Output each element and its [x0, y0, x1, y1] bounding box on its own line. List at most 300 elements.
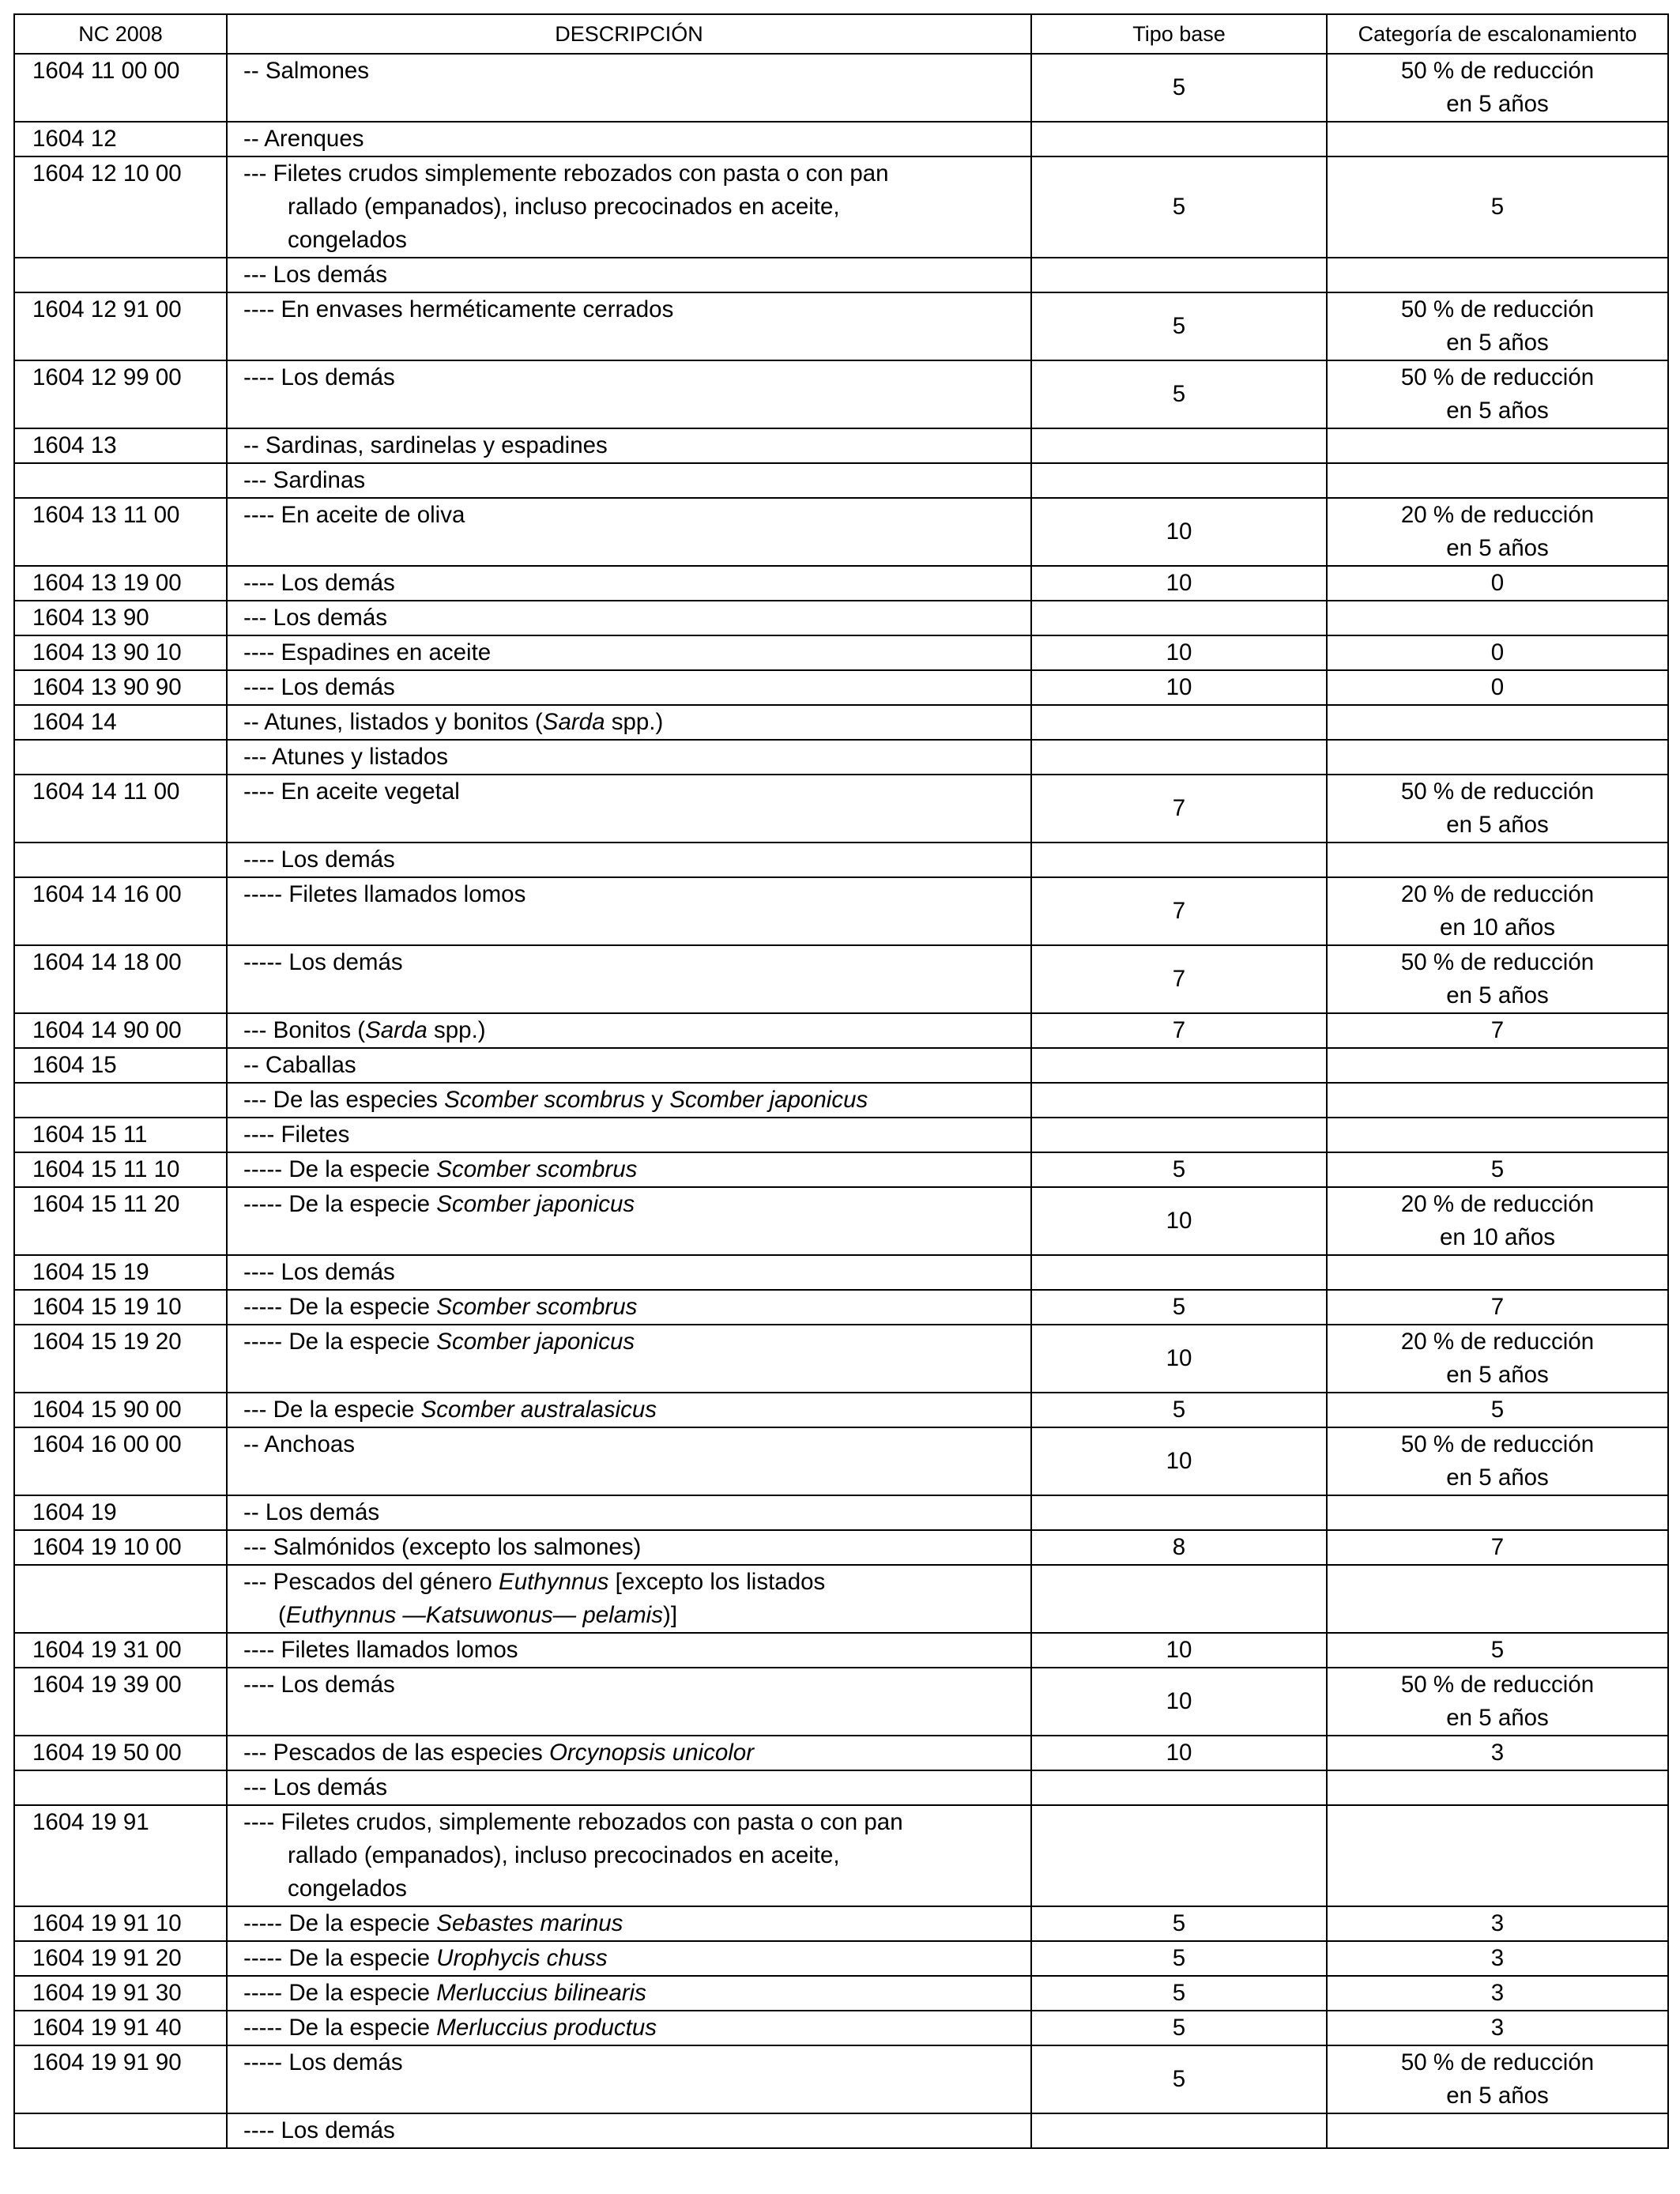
description-line [243, 1153, 1024, 1186]
nc-code-cell: 1604 19 50 00 [14, 1736, 227, 1770]
species-name-text: Scomber japonicus [669, 1087, 868, 1113]
description-line [243, 429, 1024, 462]
nc-code-cell: 1604 12 [14, 122, 227, 156]
categoria-cell [1327, 1736, 1668, 1770]
description-line [243, 601, 1024, 635]
description-line [243, 1771, 1024, 1804]
categoria-cell [1327, 566, 1668, 601]
categoria-cell [1327, 705, 1668, 740]
categoria-line: 7 [1490, 1294, 1505, 1320]
table-row [14, 258, 1668, 292]
description-cell [227, 2011, 1031, 2045]
description-line [243, 293, 1024, 326]
description-text: ----- De la especie [243, 1945, 437, 1971]
categoria-cell [1327, 601, 1668, 635]
tipo-base-cell: 5 [1031, 2011, 1327, 2045]
description-cell [227, 740, 1031, 775]
description-text: ---- Los demás [243, 846, 395, 873]
categoria-line: 50 % de reducción [1400, 1672, 1595, 1698]
categoria-cell [1327, 156, 1668, 258]
tipo-base-cell [1031, 705, 1327, 740]
categoria-cell [1327, 775, 1668, 843]
description-cell [227, 360, 1031, 428]
table-row [14, 1187, 1668, 1255]
tipo-base-cell: 10 [1031, 1427, 1327, 1495]
description-line [243, 1393, 1024, 1427]
description-text: ---- En aceite de oliva [243, 502, 465, 528]
description-cell [227, 705, 1031, 740]
table-row [14, 1325, 1668, 1393]
description-line [243, 2011, 1024, 2045]
table-row [14, 1495, 1668, 1530]
description-cell [227, 1805, 1031, 1906]
nc-code-cell: 1604 19 91 30 [14, 1976, 227, 2011]
tipo-base-cell: 5 [1031, 1152, 1327, 1187]
table-row [14, 705, 1668, 740]
table-row [14, 945, 1668, 1013]
categoria-line: 5 [1490, 1397, 1505, 1423]
tariff-table [13, 13, 1669, 2149]
description-text: ---- Espadines en aceite [243, 639, 492, 665]
description-text: --- Sardinas [243, 467, 366, 493]
description-text: ----- Los demás [243, 949, 403, 975]
description-cell [227, 945, 1031, 1013]
nc-code-cell: 1604 15 19 20 [14, 1325, 227, 1393]
table-row [14, 670, 1668, 705]
table-row [14, 1118, 1668, 1152]
description-text: ----- De la especie [243, 2015, 437, 2041]
description-line [243, 55, 1024, 88]
tipo-base-cell: 7 [1031, 877, 1327, 945]
description-line [243, 1118, 1024, 1152]
description-text: ---- Filetes llamados lomos [243, 1637, 518, 1663]
species-name-text: Scomber scombrus [436, 1294, 638, 1320]
description-line [243, 1531, 1024, 1564]
description-line [243, 567, 1024, 600]
categoria-cell [1327, 428, 1668, 463]
description-text: spp.) [427, 1017, 486, 1043]
categoria-line: 0 [1490, 570, 1505, 596]
description-text: congelados [288, 1875, 407, 1902]
description-cell [227, 1290, 1031, 1325]
description-line [243, 1496, 1024, 1529]
description-text: --- Salmónidos (excepto los salmones) [243, 1534, 642, 1560]
description-cell [227, 2113, 1031, 2148]
description-cell [227, 1427, 1031, 1495]
description-text: )] [663, 1602, 678, 1628]
categoria-cell [1327, 1668, 1668, 1736]
description-line [243, 1291, 1024, 1324]
description-line [243, 946, 1024, 979]
table-row [14, 54, 1668, 122]
tipo-base-cell [1031, 1083, 1327, 1118]
description-text: [excepto los listados [608, 1569, 826, 1595]
species-name-text: Merluccius bilinearis [436, 1980, 646, 2006]
description-text: ---- Los demás [243, 2117, 395, 2143]
categoria-cell [1327, 1152, 1668, 1187]
description-cell [227, 1668, 1031, 1736]
categoria-cell [1327, 1633, 1668, 1668]
description-text: -- Sardinas, sardinelas y espadines [243, 432, 608, 458]
nc-code-cell: 1604 14 90 00 [14, 1013, 227, 1048]
description-text: -- Salmones [243, 58, 370, 84]
tipo-base-cell [1031, 601, 1327, 635]
categoria-line: 50 % de reducción [1400, 58, 1595, 84]
categoria-line: 50 % de reducción [1400, 778, 1595, 805]
categoria-line: 0 [1490, 674, 1505, 700]
description-cell [227, 601, 1031, 635]
categoria-cell [1327, 1325, 1668, 1393]
description-text: ----- De la especie [243, 1156, 437, 1182]
table-row [14, 1770, 1668, 1805]
categoria-cell [1327, 670, 1668, 705]
categoria-line: en 5 años [1446, 812, 1549, 838]
table-row [14, 463, 1668, 498]
species-name-text: Urophycis chuss [436, 1945, 608, 1971]
description-line [243, 741, 1024, 774]
categoria-cell [1327, 1118, 1668, 1152]
description-line [243, 1977, 1024, 2010]
nc-code-cell: 1604 13 19 00 [14, 566, 227, 601]
nc-code-cell: 1604 19 39 00 [14, 1668, 227, 1736]
species-name-text: Sarda [542, 709, 605, 735]
table-row [14, 360, 1668, 428]
tipo-base-cell: 5 [1031, 1290, 1327, 1325]
description-line [243, 1668, 1024, 1702]
nc-code-cell [14, 1565, 227, 1633]
nc-code-cell: 1604 11 00 00 [14, 54, 227, 122]
description-text: ----- Los demás [243, 2049, 403, 2075]
table-row [14, 1393, 1668, 1427]
description-line [243, 1428, 1024, 1461]
table-row [14, 1906, 1668, 1941]
table-row [14, 1083, 1668, 1118]
tipo-base-cell [1031, 1118, 1327, 1152]
description-line [243, 123, 1024, 156]
tipo-base-cell [1031, 843, 1327, 877]
table-row [14, 498, 1668, 566]
description-cell [227, 1083, 1031, 1118]
tipo-base-cell: 5 [1031, 156, 1327, 258]
categoria-line: 50 % de reducción [1400, 2049, 1595, 2075]
table-row [14, 775, 1668, 843]
species-name-text: Scomber japonicus [436, 1191, 635, 1217]
categoria-cell [1327, 1941, 1668, 1976]
categoria-line: en 5 años [1446, 330, 1549, 356]
table-row [14, 877, 1668, 945]
categoria-line: en 10 años [1440, 914, 1555, 941]
table-row [14, 292, 1668, 360]
nc-code-cell: 1604 14 11 00 [14, 775, 227, 843]
categoria-line: 50 % de reducción [1400, 1431, 1595, 1457]
description-text: --- Filetes crudos simplemente rebozados con pasta o con pan [243, 160, 889, 187]
description-cell [227, 1393, 1031, 1427]
categoria-cell [1327, 843, 1668, 877]
nc-code-cell [14, 1083, 227, 1118]
table-row [14, 1668, 1668, 1736]
nc-code-cell: 1604 14 16 00 [14, 877, 227, 945]
species-name-text: Scomber australasicus [420, 1397, 657, 1423]
categoria-line: en 5 años [1446, 2083, 1549, 2109]
description-text: ---- Los demás [243, 570, 395, 596]
description-cell [227, 1187, 1031, 1255]
categoria-cell [1327, 945, 1668, 1013]
nc-code-cell: 1604 19 [14, 1495, 227, 1530]
nc-code-cell: 1604 15 19 [14, 1255, 227, 1290]
description-line [243, 2046, 1024, 2079]
categoria-cell [1327, 54, 1668, 122]
table-row [14, 2045, 1668, 2113]
header-nc-2008: NC 2008 [14, 14, 227, 54]
description-cell [227, 1941, 1031, 1976]
categoria-cell [1327, 1495, 1668, 1530]
description-text: ---- Filetes crudos, simplemente rebozados con pasta o con pan [243, 1809, 903, 1835]
species-name-text: Euthynnus [499, 1569, 609, 1595]
tipo-base-cell: 10 [1031, 498, 1327, 566]
nc-code-cell: 1604 14 [14, 705, 227, 740]
description-cell [227, 1736, 1031, 1770]
table-row [14, 1048, 1668, 1083]
categoria-line: 3 [1490, 1740, 1505, 1766]
tipo-base-cell [1031, 1565, 1327, 1633]
categoria-cell [1327, 1083, 1668, 1118]
description-line [243, 843, 1024, 876]
description-text: ----- De la especie [243, 1980, 437, 2006]
description-line [243, 878, 1024, 911]
table-row [14, 1427, 1668, 1495]
table-row [14, 1805, 1668, 1906]
description-text: --- Bonitos ( [243, 1017, 366, 1043]
table-body [14, 54, 1668, 2148]
description-line [243, 671, 1024, 704]
description-text: ---- Los demás [243, 674, 395, 700]
tipo-base-cell: 5 [1031, 54, 1327, 122]
tipo-base-cell: 5 [1031, 292, 1327, 360]
description-cell [227, 1565, 1031, 1633]
description-line [243, 1839, 1024, 1872]
description-cell [227, 122, 1031, 156]
nc-code-cell: 1604 15 11 [14, 1118, 227, 1152]
header-descripcion: DESCRIPCIÓN [227, 14, 1031, 54]
table-row [14, 2011, 1668, 2045]
tipo-base-cell: 7 [1031, 1013, 1327, 1048]
header-categoria: Categoría de escalonamiento [1327, 14, 1668, 54]
categoria-line: en 5 años [1446, 398, 1549, 424]
description-text: -- Caballas [243, 1052, 356, 1078]
categoria-line: 50 % de reducción [1400, 296, 1595, 322]
tipo-base-cell: 8 [1031, 1530, 1327, 1565]
description-cell [227, 498, 1031, 566]
description-cell [227, 877, 1031, 945]
description-text: --- Los demás [243, 1774, 387, 1800]
description-text: ( [278, 1602, 286, 1628]
description-line [243, 775, 1024, 809]
description-line [243, 1325, 1024, 1359]
description-cell [227, 1976, 1031, 2011]
categoria-cell [1327, 635, 1668, 670]
categoria-line: en 5 años [1446, 91, 1549, 117]
description-cell [227, 1325, 1031, 1393]
nc-code-cell: 1604 15 90 00 [14, 1393, 227, 1427]
table-row [14, 566, 1668, 601]
description-cell [227, 1013, 1031, 1048]
categoria-cell [1327, 1976, 1668, 2011]
categoria-line: 3 [1490, 2015, 1505, 2041]
species-name-text: Euthynnus —Katsuwonus— pelamis [285, 1602, 663, 1628]
table-row [14, 740, 1668, 775]
description-text: --- De las especies [243, 1087, 445, 1113]
description-cell [227, 156, 1031, 258]
description-text: ---- Los demás [243, 1672, 395, 1698]
tipo-base-cell: 5 [1031, 1976, 1327, 2011]
description-cell [227, 2045, 1031, 2113]
nc-code-cell: 1604 13 90 [14, 601, 227, 635]
categoria-cell [1327, 740, 1668, 775]
table-row [14, 1736, 1668, 1770]
categoria-cell [1327, 1427, 1668, 1495]
categoria-line: en 5 años [1446, 535, 1549, 561]
table-header [14, 14, 1668, 54]
tipo-base-cell: 10 [1031, 1187, 1327, 1255]
description-text: ----- De la especie [243, 1329, 437, 1355]
categoria-cell [1327, 1187, 1668, 1255]
nc-code-cell: 1604 15 11 20 [14, 1187, 227, 1255]
nc-code-cell: 1604 19 31 00 [14, 1633, 227, 1668]
description-text: ---- Filetes [243, 1122, 350, 1148]
categoria-cell [1327, 877, 1668, 945]
tipo-base-cell: 10 [1031, 1668, 1327, 1736]
categoria-line: en 10 años [1440, 1224, 1555, 1250]
description-text: ---- Los demás [243, 1259, 395, 1285]
table-row [14, 122, 1668, 156]
description-text: rallado (empanados), incluso precocinados en aceite, [288, 194, 840, 220]
species-name-text: Sebastes marinus [436, 1910, 623, 1936]
tipo-base-cell [1031, 428, 1327, 463]
description-text: ----- De la especie [243, 1191, 437, 1217]
tipo-base-cell: 10 [1031, 1325, 1327, 1393]
categoria-cell [1327, 1290, 1668, 1325]
tipo-base-cell: 10 [1031, 635, 1327, 670]
description-line [243, 2114, 1024, 2147]
table-row [14, 1013, 1668, 1048]
nc-code-cell [14, 1770, 227, 1805]
description-cell [227, 670, 1031, 705]
table-row [14, 843, 1668, 877]
nc-code-cell: 1604 13 90 10 [14, 635, 227, 670]
description-line [243, 706, 1024, 739]
categoria-cell [1327, 122, 1668, 156]
description-line [243, 1942, 1024, 1975]
categoria-cell [1327, 1048, 1668, 1083]
categoria-line: en 5 años [1446, 1705, 1549, 1731]
tipo-base-cell: 10 [1031, 1633, 1327, 1668]
table-row [14, 1530, 1668, 1565]
categoria-cell [1327, 1906, 1668, 1941]
categoria-line: 50 % de reducción [1400, 949, 1595, 975]
table-row [14, 1976, 1668, 2011]
description-line [243, 224, 1024, 257]
description-cell [227, 1530, 1031, 1565]
categoria-line: 3 [1490, 1980, 1505, 2006]
categoria-line: en 5 años [1446, 1465, 1549, 1491]
description-line [243, 157, 1024, 190]
description-text: --- Pescados de las especies [243, 1740, 549, 1766]
description-text: --- Atunes y listados [243, 744, 449, 770]
categoria-line: 7 [1490, 1017, 1505, 1043]
nc-code-cell: 1604 15 [14, 1048, 227, 1083]
nc-code-cell: 1604 14 18 00 [14, 945, 227, 1013]
categoria-line: 20 % de reducción [1400, 1329, 1595, 1355]
tipo-base-cell: 5 [1031, 1906, 1327, 1941]
tipo-base-cell [1031, 1495, 1327, 1530]
tipo-base-cell: 10 [1031, 1736, 1327, 1770]
description-cell [227, 775, 1031, 843]
description-text: ----- De la especie [243, 1910, 437, 1936]
tipo-base-cell: 10 [1031, 670, 1327, 705]
tipo-base-cell: 5 [1031, 2045, 1327, 2113]
tipo-base-cell: 5 [1031, 1941, 1327, 1976]
species-name-text: Sarda [365, 1017, 428, 1043]
categoria-cell [1327, 2011, 1668, 2045]
description-line [243, 1188, 1024, 1221]
description-line [243, 1014, 1024, 1047]
tipo-base-cell [1031, 1048, 1327, 1083]
description-line [243, 1256, 1024, 1289]
description-text: rallado (empanados), incluso precocinados en aceite, [288, 1842, 840, 1868]
categoria-line: 50 % de reducción [1400, 364, 1595, 390]
categoria-cell [1327, 2045, 1668, 2113]
tipo-base-cell: 7 [1031, 945, 1327, 1013]
header-row [14, 14, 1668, 54]
categoria-cell [1327, 1393, 1668, 1427]
tipo-base-cell [1031, 740, 1327, 775]
description-line [243, 1872, 1024, 1906]
tipo-base-cell [1031, 122, 1327, 156]
nc-code-cell [14, 843, 227, 877]
categoria-line: 0 [1490, 639, 1505, 665]
description-line [243, 1806, 1024, 1839]
tipo-base-cell [1031, 1255, 1327, 1290]
tipo-base-cell: 10 [1031, 566, 1327, 601]
nc-code-cell: 1604 12 91 00 [14, 292, 227, 360]
description-text: -- Arenques [243, 126, 364, 152]
tipo-base-cell: 7 [1031, 775, 1327, 843]
description-cell [227, 428, 1031, 463]
description-cell [227, 1633, 1031, 1668]
species-name-text: Scomber scombrus [436, 1156, 638, 1182]
nc-code-cell: 1604 13 90 90 [14, 670, 227, 705]
categoria-cell [1327, 1770, 1668, 1805]
nc-code-cell [14, 463, 227, 498]
description-cell [227, 566, 1031, 601]
description-cell [227, 54, 1031, 122]
description-text: ----- De la especie [243, 1294, 437, 1320]
categoria-line: en 5 años [1446, 982, 1549, 1008]
description-cell [227, 1118, 1031, 1152]
categoria-line: 3 [1490, 1910, 1505, 1936]
description-line [243, 190, 1024, 224]
description-cell [227, 635, 1031, 670]
table-row [14, 1565, 1668, 1633]
categoria-line: 20 % de reducción [1400, 881, 1595, 907]
tipo-base-cell [1031, 1805, 1327, 1906]
description-text: --- Pescados del género [243, 1569, 499, 1595]
description-cell [227, 1906, 1031, 1941]
categoria-line: en 5 años [1446, 1362, 1549, 1388]
species-name-text: Merluccius productus [436, 2015, 657, 2041]
nc-code-cell: 1604 12 10 00 [14, 156, 227, 258]
table-row [14, 428, 1668, 463]
